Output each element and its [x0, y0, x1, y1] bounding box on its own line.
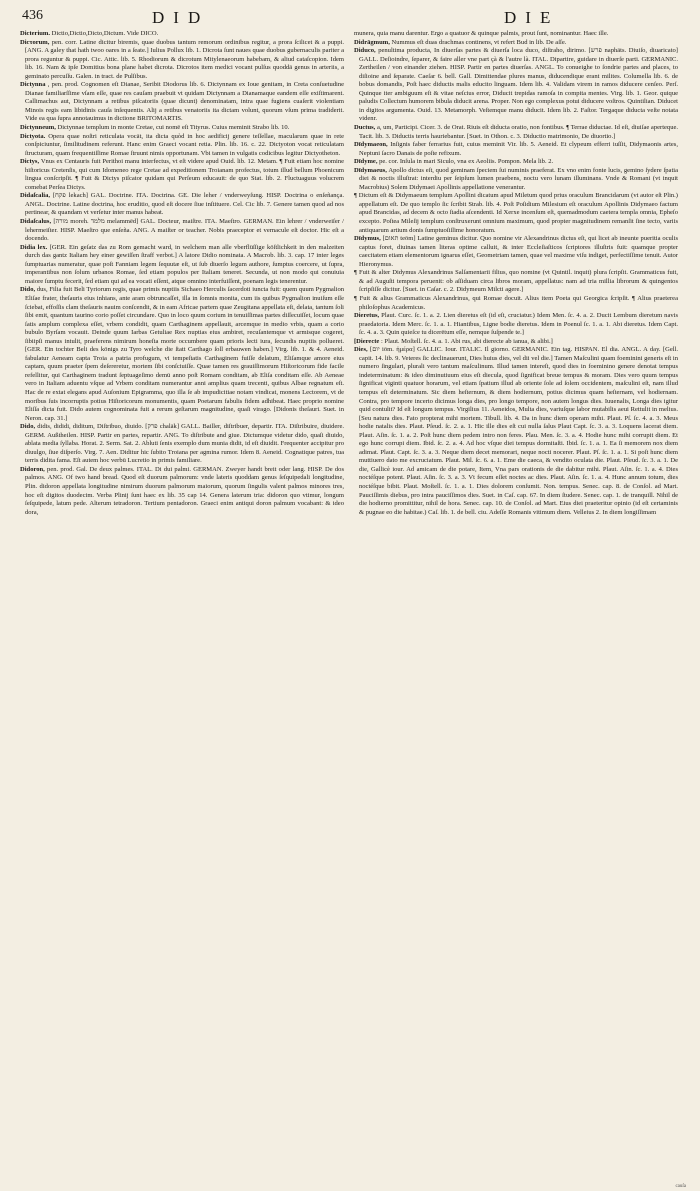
entry-headword: Dieretus, — [354, 312, 380, 320]
dictionary-entry — [354, 167, 678, 193]
entry-headword: Dido, — [20, 423, 36, 431]
dictionary-entry — [354, 346, 678, 517]
dictionary-entry — [20, 30, 344, 39]
entry-text: ¶ Dictum eſt & Didymaeum templum Apollini dicatum apud Miletum quod prius oraculum Brancidarum (vt autor eſt Plin.) appellatum eſt. De quo templo ſic ſcribit Strab. lib. 4. Poſt Poſidium Milesium eſt oraculum Apollinis Didymaeo factum apud Brancidas, ad decem & octo ſtadia aſcendenti. Id Xerxe incenſum eſt, quemadmodum caetera templa omnia, Epheſo excepto. Poſtea Mileſij templum conſtruxerunt omnium maximum, quod propter magnitudinem remanſit ſine tecto, variis antiquarum artium donis ſumptuoſiſſime honoratum. — [354, 192, 678, 234]
entry-headword: Dictys, — [20, 158, 40, 166]
entry-text: munera, quia manu darentur. Ergo a quatuor & quinque palmis, prout ſunt, nominantur. Haec ille. — [354, 30, 609, 37]
dictionary-entry — [20, 81, 344, 124]
dictionary-entry — [20, 286, 344, 423]
entry-headword: Didoron, — [20, 465, 45, 473]
entry-headword: Dīdymaeon, — [354, 141, 388, 149]
dictionary-entry — [354, 312, 678, 338]
entry-headword: Dies, — [354, 346, 368, 354]
entry-headword: Dictynna — [20, 81, 46, 89]
dictionary-entry — [354, 338, 678, 347]
entry-headword: [Dierecte — [354, 337, 380, 345]
entry-headword: Dicterium. — [20, 30, 50, 37]
entry-headword: Didaſcalia, — [20, 192, 51, 200]
right-column — [354, 30, 678, 1182]
entry-text: Inſignis faber ferrarius fuit, cuius meminit Vir. lib. 5. Aeneid. Et clypeum efferri iuſſit, Didymaonis artes, Neptuni ſacro Danais de poſte refixum. — [359, 141, 678, 157]
entry-text: didis, dididi, diditum, Diſtribuo, diuido. [פרק chalāk] GALL. Bailler, diſtribuer, departir. ITA. Diſtribuire, diuidere. GERM. Außtheilen. HISP. Partir en partes, repartir. ANG. To diſtribute and giue. Dictumque videtur dido, quaſi diuido, ablata media ſyllaba. Horat. 2. Serm. Sat. 2. Abluti ſenis exemplo dum munia didit, id eſt diuidit. Frequenter accipitur pro diuulgo, ſiue diſperſo. Virg. 7. Aen. Diditur hic ſubito Troiana per agmina rumor. Idem 8. Aeneid. Cognatique patres, tua terris didita fama. Eſt autem hoc verbū Lucretio in primis familiare. — [25, 423, 344, 465]
entry-headword: Dido, — [20, 286, 36, 294]
dictionary-entry — [20, 133, 344, 159]
page-header — [22, 8, 690, 30]
dictionary-entry — [354, 124, 678, 141]
dictionary-entry — [20, 124, 344, 133]
entry-text: Apollo dictus eſt, quod geminam ſpeciem ſui numinis praeferat. Ex vno enim fonte lucis, gemino ſydere ſpatia diei & noctis illuſtrat: interdiu per ſeipſum lumen praebens, noctu vero lunam illuminans. Vnde & Romani (vt inquit Macrobius) Solem Didymaei Apollinis appellatione venerantur. — [359, 166, 678, 191]
entry-text: pen. corr. Latine dicitur biremis, quae duobus tantum remorum ordinibus regitur, a prora ſcilicet & a puppi. [ANG. A galey that hath twoo oares in a ſeate.] Iulius Pollux lib. 1. Dicrota ſunt naues quae duobus gubernaculis pariter a prora reguntur & puppi. Cic. Attic. lib. 5. Rhodiorum & dicrotum Mitylenaeorum habebam, & aliud cataſcopion. Idem lib. 16. Nam & ipſe Domitius bona plane habet dicrota. Dicrotos item medici vocant pulſus quoddā genus in arteriis, a geminato percuſſu. Galen. in tract. de Pulſibus. — [25, 38, 344, 80]
entry-text: , pen. prod. Cognomen eſt Dianae, Seribit Diodorus lib. 6. Dictynnam ex Ioue genitam, in Creta conſuetudine Dianae familiarſſime vſam eſſe, quae res cauſam praebuit vt quidam Dictynnam a Dianamaque eandem eſſe exiſtimarent. Callimachus aut, Dictynnam a retibus piſcatoriis (quae dicunt) denominatam, intra quae fugiens cuaſerit violentiam Minois regis eam libidinis cauſa inſequentis. Alij a retibus venatoriis ita dictam volunt, quorum vſum prima tradiderit. Vide ea qua ſupra annotauimus in dictione BRITOMARTIS. — [25, 81, 344, 123]
catchword: cauſa — [675, 1184, 686, 1189]
dictionary-entry — [20, 244, 344, 287]
entry-headword: Dīdymaeus, — [354, 166, 387, 174]
entry-headword: Didaſcalus, — [20, 218, 52, 226]
dictionary-entry — [354, 141, 678, 158]
entry-text: [פקח lekach] GAL. Doctrine. ITA. Doctrina. GE. Die leher / vnderweyſung. HISP. Doctrina o enſeñança. ANGL. Doctrine. Latine doctrina, hoc eruditio, quod eſt docere ſiue inſtituere. Cel. Cic lib. 7. Genere tamen quod ad nos pertinear, & quandam vt verſetur inter manus habeat. — [25, 192, 344, 217]
entry-headword: Dīdymus, — [354, 235, 381, 243]
dictionary-entry — [354, 295, 678, 312]
dictionary-entry — [20, 218, 344, 244]
dictionary-entry — [354, 192, 678, 235]
entry-text: Opera quae noſtri reticulata vocāt, ita dicta quòd in hoc aedificij genere teſſellae, macularum quae in rete conſpiciuntur, ſimilitudinem referunt. Hanc enim Graeci vocant retia. Plin. lib. 16. c. 22. Dictyoton vocat reticulatam ſtructuram, quam frequentiſſime Romae ſtruunt nimis opportunam. Vbi tamen in vulgatis codicibus legitur Dictyotheton. — [25, 132, 344, 157]
entry-headword: Ductus, — [354, 124, 376, 132]
dictionary-entry — [354, 39, 678, 48]
entry-text: [יום iōm. ἡμέρα] GALLIC. Iour. ITALIC. Il giorno. GERMANIC. Ein tag. HISPAN. El dia. ANGL. A day. [Gell. capit. 14. lib. 9. Veteres ſic declinauerunt, Dies huius dies, vel dii vel die.] Tamen Maſculini quam foeminini generis eſt in numero ſingulari, plurali vero tantum maſculinum. Illud tamen intereſt, quod dies in foeminino genere denotat tempus indeterminatum: & ideo diminutiuum eius eſt diecula, quod ſignificat breue tempus & moram. Dies vero quum tempus ſignificat viginti quatuor horarum, vel etiam ſpatium illud ab oriente ſole ad ſolem occidentem, maſculini eſt, nam illud tempus eſt determinatum. Sic diem heſternum, & diem hodiernum, potius dicimus quam heſternam, vel hodiernam. Contra, pro tempore incerto dicimus longa dies, pro longo tempore, non autem longus dies. Iuuenalis, Longa dies igitur quid contulit? Id eſt longum tempus. Virgilius 11. Aeneidos, Multa dies, variuſque labor mutabilis aeui Rettulit in melius. [Seu natura dies. Fato propterat mihi mortem. Tibull. lib. 4. Da in hunc diem operam mihi. Plaut. Pſ. ſc. 4. a. 3. Meus hodie natalis dies. Plaut. Pſeud. ſc. 2. a. 1. Hic ille dies eſt cui nulla ſalus Plaut Capt. ſc. 3. a. 3. Loquens lacerat diem. Plaut. Aſin. ſc. 1. a. 2. Poſt hunc diem pedem intro non feres. Plau. Men. ſc. 3. a. 4. Hodie hunc mihi corrupit diem. Et ego hunc corrupi diem. Ibid. ſc. 2. a. 4. Ad hoc vſque diei tempus dormitaſti. Ibid. ſc. 1. a. 1. Ea ſi memorem nox diem adimat. Plaut. Capt. ſc. 3. a. 3. Neque diem decet memorari, neque nocti nocerer. Plaut. Pſ. ſc. 1. a. 1. Si poſt hunc diem muttiuero dato me excruciatum. Plaut. Mil. ſc. 6. a. 1. Eme die caeca, & vendito oculata die. Plaut. Pſeud. ſc. 3. a. 1. De die, Gallicè iour. Ad amicam de die potare, Item, Vna pars orationis de die dabitur mihi. Plaut. Aſin. ſc. 1. a. 4. Dies noctéſque potent. Plaut. Aſin. ſc. 3. a. 3. Vt fecum eſſet noctes ac dies. Plaut. Aſin. ſc. 1. a. 4. Hunc annum totum, dies noctéſque bibit. Plaut. Moſtell. ſc. 1. a. 1. Dies dolorem conſumit. Non. tempus. Senec. cap. 8. de Conſol. ad Mart. Pauciſſimis diebus, pro intra pauciſſimos dies. Suet. in Caſ. cap. 67. In diem ſtudere. Senec. cap. 1. de tranquill. Nihil de die hodierno promittitur, nihil de hora. Senec. cap. 10. de Conſol. ad Mart. Eius diei praeteritur opinio (id eſt certaminis & pugnae eo die habitae.) Caſ. lib. 1. de bell. ciu. Adeſſe Romanis vitimum diem. Velleius 2. In diem longiſſimam — [359, 346, 678, 516]
dictionary-entry — [354, 30, 678, 39]
entry-text: Nummus eſt duas drachmas continens, vt refert Bud in lib. De aſſe. — [391, 38, 567, 46]
entry-text: a, um, Participi. Cicer. 3. de Orat. Riuis eſt diducta oratio, non fontibus. ¶ Terrae diductae. Id eſt, diuiſae aperteque. Tacit. lib. 3. Diductis terris hauriebantur. [Suet. in Othon. c. 3. Diductio matrimonio, De diuortio.] — [359, 124, 678, 140]
entry-text: : Plaut. Moſtell. ſc. 4. a. 1. Abi rus, abi dierecte ab ianua, & alibi.] — [380, 337, 553, 345]
entry-text: Vnus ex Centauris fuit Perithoi manu interfectus, vt eſt videre apud Ouid. lib. 12. Metam. ¶ Fuit etiam hoc nomine hiſtoricus Cretenſis, qui cum Idomeneo rege Cretae ad expeditionem Troianam profectus, totum illud bellum Phoenicum lingua conſcripſit. ¶ Fuit & Dictys piſcator quidam qui Perſeum educauit: de quo Stat. lib. 2. Fluctuaguus volucrem comebat Perſea Dictys. — [25, 158, 344, 191]
dictionary-entry — [354, 235, 678, 269]
dictionary-entry — [20, 158, 344, 192]
entry-headword: Dictynneum, — [20, 124, 56, 132]
entry-text: pe. cor. Inſula in mari Siculo, vna ex Aeoliis. Pompon. Mela lib. 2. — [379, 158, 554, 166]
entry-headword: Diduco, — [354, 47, 376, 55]
entry-text: [GER. Ein geſatz das zu Rom gemacht ward, in welchem man alle vberflüſſige köſtlichkeit in den malzeiten durch das gantz Italiam hey einer gewiſſen ſtraff verbot.] A latore Didio nominata. A Macrob. lib. 3. cap. 17 inter leges ſumptuarias numeratur, quae poſt Fanniam legem ſequutæ eſt, ut ſub diuerſo legum authore, ſumptus coercere, ut ſupra, imperantibus non ſolum urbanos Romae, ſed etiam populos per Italiam teneret. Secunda, ut non modo qui conuiuia maiore ſumptu fecerit, ſed etiam qui ad ea vocati eſſent, atque omnino interfuiſſent, poenam legis tenerentur. — [25, 243, 344, 285]
entry-text: penultima producta, In diuerſas partes & diuerſa loca duco, diſtraho, dirimo. [פרש naphāts. Diuiſo, diuaricato] GALL. Deſioindre, ſeparer, & faire aller vne part çà & l'autre là. ITAL. Dipartire, guidare in diuerſe parti. GERMANIC. Zertheilen / von einander ziehen. HISP. Partir en partes diuerſas. ANGL. To conueighe to ſondrie partes and places, to diſioine and ſeparate. Caeſar 6. bell. Gall. Dimittendae plures manus, diducendique erant milites. Columella lib. 6. de bobus domandis, Poſt haec diductis malis educito linguam. Idem lib. 4. Validam virem in ramos diducere cenſeo. Perſ. Quinque iter ambiguum eſt & vitae neſcius error, Diducit trepidas ramoſa in compita mentes. Virg. lib. 1. Geor. quique paludis Collectum humorem bibula diducit arena. Proper. Non ego complexus potui diducere voſtros. Quintilian. Diducet in digitos argumenta. Ouid. 13. Metamorph. Veſtemque manu diducit. Idem lib. 2. Faſtor. Tergaque diducta veſte notata videnr. — [359, 47, 678, 123]
left-column — [20, 30, 344, 1182]
entry-text: Plaut. Curc. ſc. 1. a. 2. Lien dieretus eſt (id eſt, cruciatur.) Idem Men. ſc. 4. a. 2. Ducit Lembum dieretum navis praedatoria. Idem Merc. ſc. 1. a. 1. Hiantibus, Ligne bodie dieretus. Idem in Poenul ſc. 1. a. 1. Abi dieretus. Idem Capt. ſc. 4. a. 3. Quin quieſce tu dicerētum eſſe, nemque ſuſpende te.] — [359, 312, 678, 337]
running-head-left: DID — [152, 8, 210, 27]
entry-text: dus, Filia fuit Beli Tyriorum regis, quae primis nuptiis Sichaeo Herculis ſacerdoti iuncta fuit: quem quum Pygmalion Eliſae frater, theſauris eius inhians, ante aram obtruncaſſet, illa in ſomnis monita, cum iis quibus Pygmalion inuiſum eſſe ſciebat, effoſſis clam theſauris nauim conſcendit, & in eam Africae partem quae Zeugitana appellata eſt, delata, tantum ſoli ſibi emit, quantum taurino corio poſſet circundare. Quo in loco quum corium in tenuiſſimas partes diſſecuiſſet, locum quae ſatis amplum complexa eſſet, vrbem condidit, quam Carthaginem appellauit, arcemque in medio vrbis, quam a corio bubulo Byrſam vocauit. Deinde quum Iarbas Getuliae Rex nuptias eius ambiret, recuſantemque vt armisque cogeret, ſibiipſi manus intulit, praeferens nimirum honeſta morte occumbere quam prioris lecti iura, ſecundis nuptiis pollueret. [GER. Ein tochter Beli des königs zu Tyro welche die ſtatt Carthago ſoll erbauwen haben.] Virg. lib. 1. & 4. Aeneid. fabulatur Aeneam capta Troia a patria profugum, vi tempeſtatis Carthaginem fuiſſe delatum, Eliſamque amore eius captam, quum praeter ſpem deſereretur, mortem ſibi conſciuiſſe. Quae tamen res grauiſſimorum Hiſtoricorum fide facile refellitur, qui Carthaginem tradunt ſeptuageſimo demū anno poſt Romam conditam, ab Eliſa conditam eſſe. Ab Aeneae vero in Italiam aduentu vſque ad Vrbem conditam numerantur anni amplius quam trecenti, quibus Albae regnatum eſt. Hac de re extat elegans apud Auſonium Epigramma, quo illa ſe ab impudicitiae notam vindicat, monens Lectorem, vt de moribus ſuis incorruptis potius Hiſtoricorum monumentis, quam Poetarum fabulis fidem adhibeat. Haec proprio nomine Eliſſa dicta fuit. Dido autem cognominata fuit a rerum geſtarum magnitudine, quaſi virago. [Didonis theſauri. Suet. in Neron. cap. 31.] — [25, 286, 344, 422]
running-head-right: DIE — [504, 8, 560, 27]
dictionary-entry — [354, 269, 678, 295]
dictionary-entry — [354, 47, 678, 124]
entry-text: ¶ Fuit & alter Didymus Alexandrinus Salſamentarii filius, quo nomine (vt Quintil. inquit) plura ſcripſit. Grammaticus fuit, & ad Auguſti tempora peruenit: ob aſſiduam circa libros moram, appellatus: nam ad tria millia librorum & quingentos ſcripſiſſe dicitur. [Suet. in Caſar. c. 2. Didymeum Milcti agere.] — [354, 269, 678, 294]
entry-text: [מורה moreh. מלמד melammēd] GAL. Docteur, maiſtre. ITA. Maeſtro. GERMAN. Ein lehrer / vnderweiſer / lehermeiſter. HISP. Maeſtro que enſeña. ANG. A maiſter or teacher. Nobis praeceptor et vernacule eſt doctor. Hic eſt a docendo. — [25, 218, 344, 243]
dictionary-entry — [20, 192, 344, 218]
entry-text: pen. prod. Gal. De deux palmes. ITAL. Di dui palmi. GERMAN. Zweyer handt breit oder lang. HISP. De dos palmos. ANG. Of two hand bread. Quod eſt duorum palmorum: vnde lateris quoddam genus ſeſquipedali longitudine, Plin. didoron appellata longitudine nimirum duorum palmorum maiorum, quorum ſingulis valent palmos minores tres, hoc eſt digitos duodecim. Verba Plinij ſunt haec ex lib. 35 cap 14. Genera laterum tria: didoron quo vtimur, longum ſeſquipede, latum pede. Alterum tetradoron. Tertium pentadoron. Graeci enim antiqui doron palmum vocabant: & ideo dora, — [25, 465, 344, 516]
entry-text: ¶ Fuit & alius Grammaticus Alexandrinus, qui Romae docuit. Alius item Poeta qui Georgica ſcripſit. ¶ Alius praeterea philoſophus Academicus. — [354, 294, 678, 311]
entry-headword: Dīdyme, — [354, 158, 378, 166]
dictionary-entry — [20, 423, 344, 466]
page-number: 436 — [22, 8, 43, 23]
entry-headword: Dictyota. — [20, 132, 46, 140]
entry-headword: Didrāgmum, — [354, 38, 390, 46]
entry-headword: Dicτorum, — [20, 38, 50, 46]
entry-headword: Didia lex. — [20, 243, 48, 251]
dictionary-entry — [354, 158, 678, 167]
entry-text: Dictynnae templum in monte Cretae, cui nomē eſt Tityrus. Cuius meminit Strabo lib. 10. — [57, 124, 290, 132]
dictionary-entry — [20, 466, 344, 517]
entry-text: Dictio,Dictio,Dicto,Dictum. Vide DICO. — [51, 30, 159, 37]
dictionary-entry — [20, 39, 344, 82]
entry-text: [תאום teōm] Latine geminus dicitur. Quo nomine vir Alexandrinus dictus eſt, qui licet ab ineunte pueritia oculis captus foret, diuinas tamen literas optime calluit, & inter Eccleſiaſticos ſcriptores illuſtris fuit: quamque propter caecitatem etiam elementorum ignarus eſſet, Geometriam tamen, quae vel maxime viſu indiget, perfectiſſime tenuit. Autor Hieronymus. — [359, 235, 678, 268]
